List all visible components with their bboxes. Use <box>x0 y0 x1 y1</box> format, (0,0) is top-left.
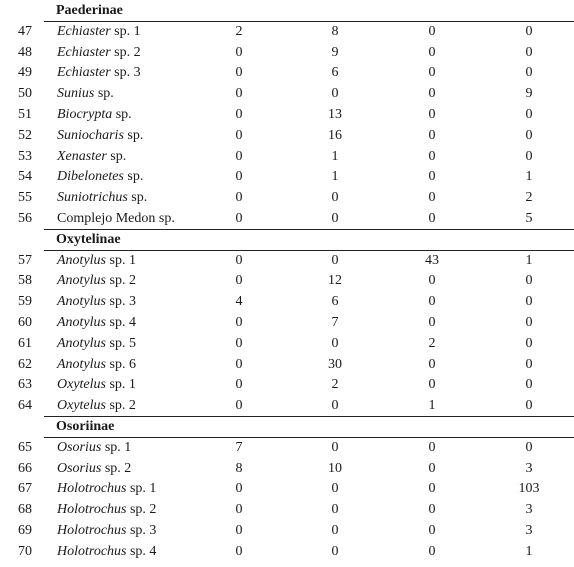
count-cell-1: 0 <box>235 107 243 122</box>
count-cell-4: 3 <box>525 502 533 518</box>
count-cell-2: 16 <box>328 127 342 143</box>
count-cell-1: 0 <box>235 65 243 81</box>
genus-name: Oxytelus <box>57 398 106 414</box>
species-name: Holotrochus sp. 1 <box>57 481 157 497</box>
count-cell-4: 3 <box>525 523 533 538</box>
species-name: Echiaster sp. 2 <box>57 44 141 60</box>
genus-name: Holotrochus <box>57 523 127 538</box>
count-cell-2: 0 <box>331 190 339 206</box>
count-cell-1: 0 <box>235 148 243 164</box>
subfamily-name: Osoriinae <box>56 419 115 434</box>
table-row <box>0 458 574 479</box>
count-cell-1: 0 <box>235 356 243 372</box>
count-cell-4: 103 <box>518 481 540 497</box>
count-cell-4: 5 <box>525 211 533 226</box>
table-row <box>0 125 574 146</box>
count-cell-3: 0 <box>428 169 436 185</box>
genus-name: Suniocharis <box>57 127 124 143</box>
table-row <box>0 333 574 354</box>
count-cell-2: 0 <box>331 523 339 538</box>
table-row <box>0 478 574 499</box>
count-cell-1: 0 <box>235 273 243 289</box>
count-cell-2: 1 <box>331 169 339 185</box>
count-cell-4: 0 <box>525 273 533 289</box>
genus-name: Anotylus <box>57 335 106 351</box>
genus-name: Dibelonetes <box>57 169 124 185</box>
table-row <box>0 104 574 125</box>
table-row <box>0 42 574 63</box>
species-name: Holotrochus sp. 4 <box>57 543 157 559</box>
count-cell-3: 0 <box>428 127 436 143</box>
table-row <box>0 541 574 562</box>
count-cell-3: 0 <box>428 502 436 518</box>
row-number: 68 <box>18 502 32 518</box>
count-cell-3: 0 <box>428 543 436 559</box>
count-cell-1: 0 <box>235 398 243 414</box>
count-cell-3: 0 <box>428 65 436 81</box>
count-cell-3: 0 <box>428 481 436 497</box>
count-cell-1: 0 <box>235 190 243 206</box>
count-cell-2: 0 <box>331 439 339 455</box>
row-number: 64 <box>18 398 32 414</box>
count-cell-2: 0 <box>331 398 339 414</box>
row-number: 67 <box>18 481 32 497</box>
genus-name: Xenaster <box>57 148 107 164</box>
genus-name: Anotylus <box>57 294 106 310</box>
table-row <box>0 499 574 520</box>
row-number: 54 <box>18 169 32 185</box>
genus-name: Echiaster <box>57 65 111 81</box>
count-cell-2: 8 <box>331 23 339 39</box>
genus-name: Holotrochus <box>57 481 127 497</box>
table-row <box>0 520 574 541</box>
row-number: 49 <box>18 65 32 81</box>
count-cell-1: 0 <box>235 127 243 143</box>
count-cell-2: 7 <box>331 315 339 330</box>
subfamily-header <box>44 229 574 250</box>
count-cell-1: 0 <box>235 523 243 538</box>
subfamily-name: Paederinae <box>56 3 123 18</box>
genus-name: Echiaster <box>57 23 111 39</box>
species-name: Osorius sp. 1 <box>57 439 132 455</box>
species-name: Complejo Medon sp. <box>57 211 175 226</box>
genus-name: Echiaster <box>57 44 111 60</box>
count-cell-1: 0 <box>235 211 243 226</box>
count-cell-2: 30 <box>328 356 342 372</box>
count-cell-4: 1 <box>525 252 533 268</box>
count-cell-4: 0 <box>525 65 533 81</box>
genus-name: Suniotrichus <box>57 190 128 206</box>
count-cell-1: 2 <box>235 23 243 39</box>
count-cell-1: 8 <box>235 460 243 476</box>
species-name: Biocrypta sp. <box>57 107 132 122</box>
table-row <box>0 166 574 187</box>
count-cell-3: 0 <box>428 148 436 164</box>
count-cell-2: 1 <box>331 148 339 164</box>
count-cell-2: 0 <box>331 481 339 497</box>
count-cell-4: 0 <box>525 294 533 310</box>
table-row <box>0 374 574 395</box>
species-name: Echiaster sp. 3 <box>57 65 141 81</box>
row-number: 61 <box>18 335 32 351</box>
species-name: Anotylus sp. 3 <box>57 294 136 310</box>
count-cell-2: 0 <box>331 502 339 518</box>
count-cell-3: 0 <box>428 273 436 289</box>
row-number: 51 <box>18 107 32 122</box>
count-cell-3: 1 <box>428 398 436 414</box>
table-row <box>0 270 574 291</box>
table-row <box>0 208 574 229</box>
species-name: Anotylus sp. 6 <box>57 356 136 372</box>
row-number: 50 <box>18 86 32 102</box>
count-cell-4: 0 <box>525 127 533 143</box>
count-cell-4: 0 <box>525 315 533 330</box>
count-cell-3: 0 <box>428 356 436 372</box>
count-cell-2: 0 <box>331 335 339 351</box>
row-number: 70 <box>18 543 32 559</box>
row-number: 59 <box>18 294 32 310</box>
species-name: Anotylus sp. 1 <box>57 252 136 268</box>
count-cell-3: 0 <box>428 439 436 455</box>
count-cell-3: 2 <box>428 335 436 351</box>
species-name: Anotylus sp. 5 <box>57 335 136 351</box>
table-row <box>0 437 574 458</box>
row-number: 60 <box>18 315 32 330</box>
count-cell-1: 0 <box>235 44 243 60</box>
genus-name: Biocrypta <box>57 107 113 122</box>
count-cell-2: 0 <box>331 86 339 102</box>
count-cell-3: 0 <box>428 377 436 393</box>
species-name: Anotylus sp. 4 <box>57 315 136 330</box>
row-number: 65 <box>18 439 32 455</box>
genus-name: Sunius <box>57 86 95 102</box>
count-cell-4: 2 <box>525 190 533 206</box>
count-cell-4: 0 <box>525 335 533 351</box>
count-cell-2: 6 <box>331 65 339 81</box>
table-row <box>0 395 574 416</box>
subfamily-header <box>44 416 574 437</box>
species-name: Sunius sp. <box>57 86 114 102</box>
species-name: Xenaster sp. <box>57 148 127 164</box>
row-number: 62 <box>18 356 32 372</box>
genus-name: Holotrochus <box>57 543 127 559</box>
table-row <box>0 83 574 104</box>
genus-name: Holotrochus <box>57 502 127 518</box>
count-cell-3: 43 <box>425 252 439 268</box>
count-cell-2: 2 <box>331 377 339 393</box>
count-cell-3: 0 <box>428 211 436 226</box>
count-cell-4: 1 <box>525 543 533 559</box>
genus-name: Anotylus <box>57 315 106 330</box>
count-cell-1: 0 <box>235 481 243 497</box>
count-cell-1: 0 <box>235 377 243 393</box>
subfamily-name: Oxytelinae <box>56 231 121 247</box>
count-cell-2: 0 <box>331 252 339 268</box>
table-row <box>0 250 574 271</box>
species-name: Holotrochus sp. 2 <box>57 502 157 518</box>
count-cell-2: 9 <box>331 44 339 60</box>
count-cell-3: 0 <box>428 86 436 102</box>
count-cell-1: 0 <box>235 252 243 268</box>
count-cell-1: 0 <box>235 86 243 102</box>
count-cell-1: 0 <box>235 543 243 559</box>
count-cell-3: 0 <box>428 23 436 39</box>
species-name: Oxytelus sp. 1 <box>57 377 136 393</box>
row-number: 66 <box>18 460 32 476</box>
count-cell-3: 0 <box>428 460 436 476</box>
subfamily-header <box>44 0 574 21</box>
row-number: 57 <box>18 252 32 268</box>
species-name: Dibelonetes sp. <box>57 169 144 185</box>
count-cell-2: 0 <box>331 543 339 559</box>
count-cell-4: 0 <box>525 398 533 414</box>
count-cell-1: 0 <box>235 502 243 518</box>
count-cell-1: 4 <box>235 294 243 310</box>
table-row <box>0 62 574 83</box>
row-number: 48 <box>18 44 32 60</box>
count-cell-1: 0 <box>235 315 243 330</box>
species-name: Holotrochus sp. 3 <box>57 523 157 538</box>
count-cell-4: 0 <box>525 356 533 372</box>
species-name: Suniotrichus sp. <box>57 190 148 206</box>
table-row <box>0 146 574 167</box>
row-number: 56 <box>18 211 32 226</box>
row-number: 69 <box>18 523 32 538</box>
count-cell-4: 0 <box>525 439 533 455</box>
count-cell-4: 0 <box>525 107 533 122</box>
genus-name: Anotylus <box>57 273 106 289</box>
count-cell-3: 0 <box>428 523 436 538</box>
count-cell-4: 9 <box>525 86 533 102</box>
genus-name: Anotylus <box>57 356 106 372</box>
species-name: Anotylus sp. 2 <box>57 273 136 289</box>
count-cell-2: 6 <box>331 294 339 310</box>
count-cell-3: 0 <box>428 190 436 206</box>
table-row <box>0 354 574 375</box>
species-name: Echiaster sp. 1 <box>57 23 141 39</box>
table-row <box>0 312 574 333</box>
genus-name: Osorius <box>57 460 102 476</box>
count-cell-3: 0 <box>428 315 436 330</box>
count-cell-2: 13 <box>328 107 342 122</box>
species-name: Suniocharis sp. <box>57 127 144 143</box>
count-cell-2: 0 <box>331 211 339 226</box>
row-number: 58 <box>18 273 32 289</box>
count-cell-2: 10 <box>328 460 342 476</box>
count-cell-4: 0 <box>525 44 533 60</box>
count-cell-4: 0 <box>525 23 533 39</box>
count-cell-1: 0 <box>235 169 243 185</box>
row-number: 55 <box>18 190 32 206</box>
count-cell-1: 0 <box>235 335 243 351</box>
row-number: 47 <box>18 23 32 39</box>
species-name: Osorius sp. 2 <box>57 460 132 476</box>
count-cell-1: 7 <box>235 439 243 455</box>
genus-name: Anotylus <box>57 252 106 268</box>
species-name: Oxytelus sp. 2 <box>57 398 136 414</box>
row-number: 63 <box>18 377 32 393</box>
count-cell-4: 1 <box>525 169 533 185</box>
row-number: 52 <box>18 127 32 143</box>
count-cell-3: 0 <box>428 44 436 60</box>
table-row <box>0 291 574 312</box>
count-cell-2: 12 <box>328 273 342 289</box>
count-cell-4: 0 <box>525 148 533 164</box>
count-cell-3: 0 <box>428 107 436 122</box>
count-cell-3: 0 <box>428 294 436 310</box>
genus-name: Osorius <box>57 439 102 455</box>
count-cell-4: 0 <box>525 377 533 393</box>
genus-name: Oxytelus <box>57 377 106 393</box>
table-row <box>0 187 574 208</box>
row-number: 53 <box>18 148 32 164</box>
table-row <box>0 21 574 42</box>
count-cell-4: 3 <box>525 460 533 476</box>
